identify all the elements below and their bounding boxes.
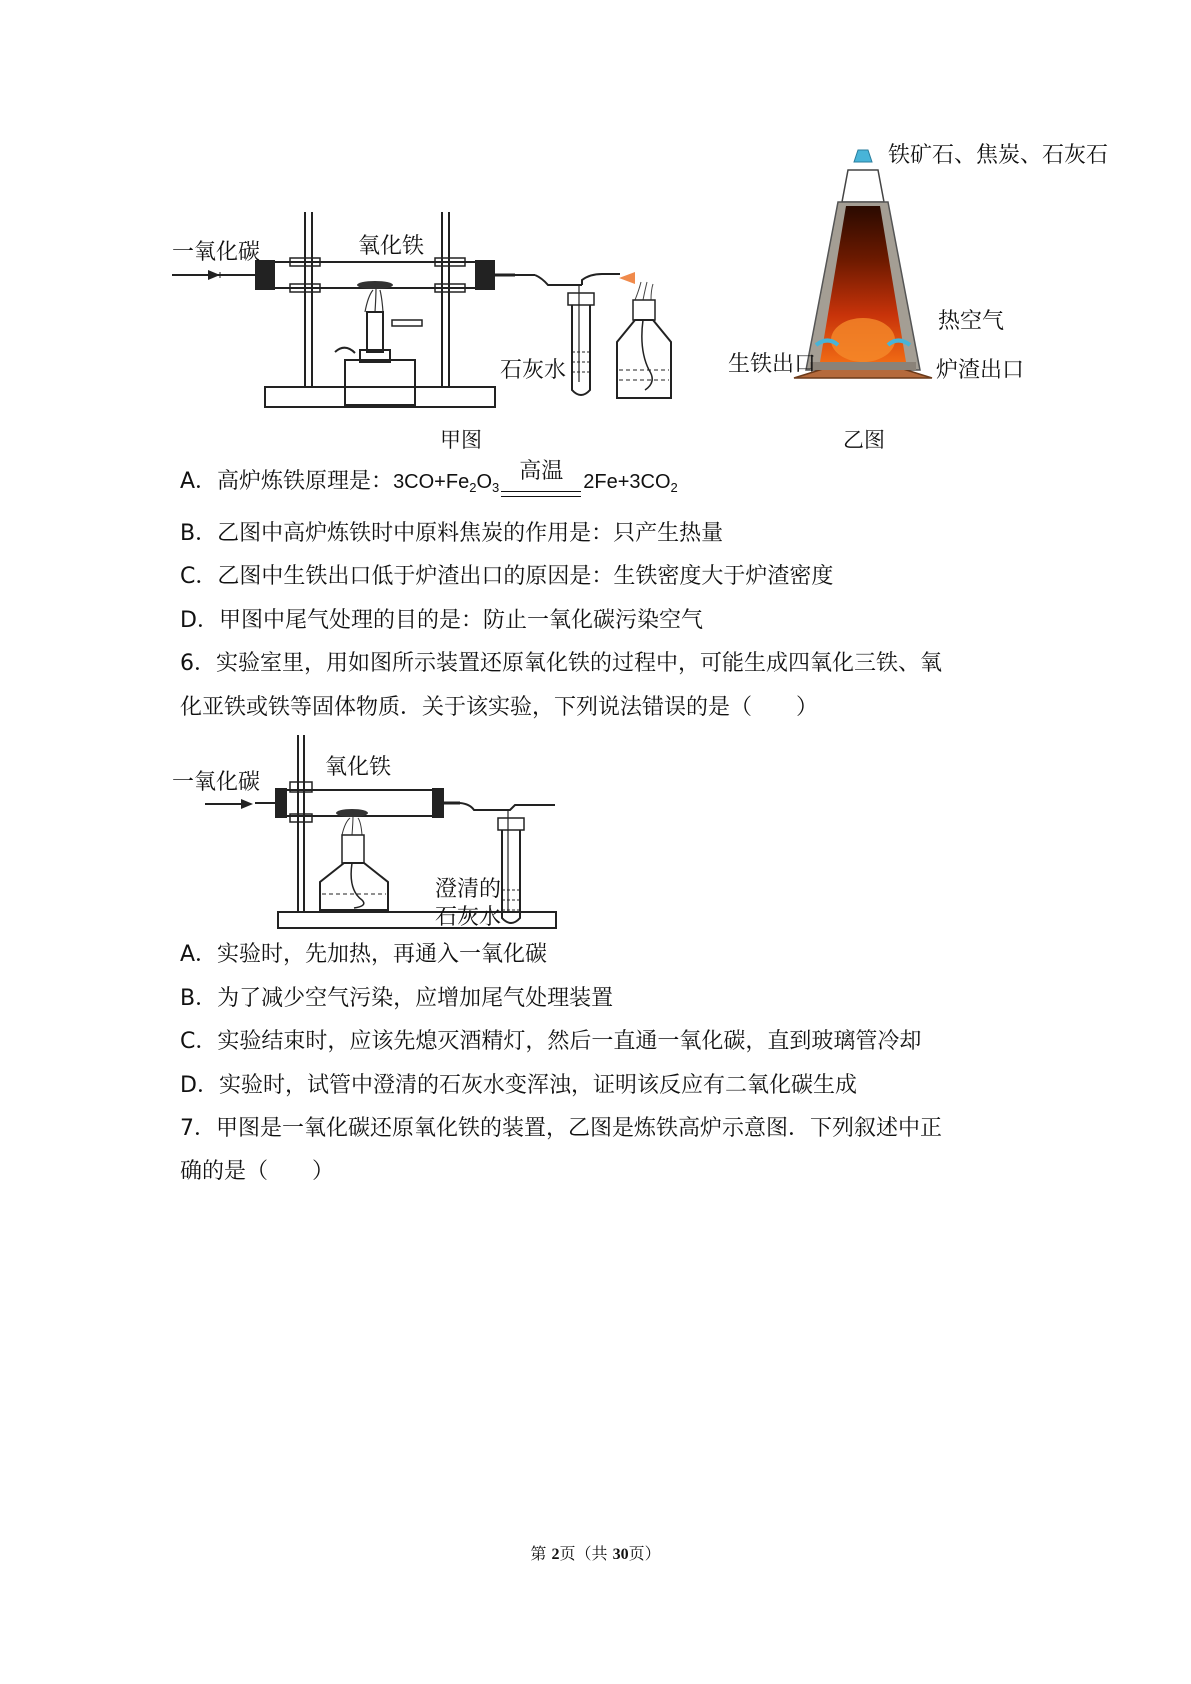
yi-slag-outlet-label: 炉渣出口 <box>936 358 1025 383</box>
q6-option-d: D．实验时，试管中澄清的石灰水变浑浊，证明该反应有二氧化碳生成 <box>180 1073 857 1098</box>
q5-option-d: D．甲图中尾气处理的目的是：防止一氧化碳污染空气 <box>180 608 703 633</box>
reaction-condition-arrow: 高温 <box>501 473 581 503</box>
figure-jia-apparatus <box>170 200 620 420</box>
q5-option-a: A．高炉炼铁原理是：$3CO+Fe_2O_3$ 高温 $2Fe+3CO_2$ <box>180 467 678 503</box>
page-footer: 第 2页（共 30页） <box>530 1544 661 1563</box>
q6-co-label: 一氧化碳 <box>172 770 261 795</box>
q6-fe2o3-label: 氧化铁 <box>325 755 392 780</box>
yi-input-label: 铁矿石、焦炭、石灰石 <box>888 143 1109 168</box>
q5-option-c: C．乙图中生铁出口低于炉渣出口的原因是：生铁密度大于炉渣密度 <box>180 564 834 589</box>
jia-co-label: 一氧化碳 <box>172 240 261 265</box>
q6-limewater-label-1: 澄清的 <box>435 877 502 902</box>
tail-gas-alcohol-lamp <box>605 270 685 410</box>
equation-products: $2Fe+3CO_2$ <box>583 471 678 495</box>
q6-option-c: C．实验结束时，应该先熄灭酒精灯，然后一直通一氧化碳，直到玻璃管冷却 <box>180 1029 922 1054</box>
yi-caption: 乙图 <box>843 428 885 452</box>
yi-iron-outlet-label: 生铁出口 <box>728 352 817 377</box>
q7-stem-line1: 7．甲图是一氧化碳还原氧化铁的装置，乙图是炼铁高炉示意图．下列叙述中正 <box>180 1116 942 1141</box>
q6-stem-line1: 6．实验室里，用如图所示装置还原氧化铁的过程中，可能生成四氧化三铁、氧 <box>180 651 942 676</box>
page-total: 30 <box>612 1546 629 1563</box>
equation-reactants: $3CO+Fe_2O_3$ <box>393 471 500 495</box>
q7-stem-line2: 确的是（ ） <box>180 1159 335 1184</box>
jia-caption: 甲图 <box>440 428 482 452</box>
q5-option-b: B．乙图中高炉炼铁时中原料焦炭的作用是：只产生热量 <box>180 521 724 546</box>
q6-option-a: A．实验时，先加热，再通入一氧化碳 <box>180 942 548 967</box>
page-number: 2 <box>551 1546 560 1563</box>
q6-limewater-label-2: 石灰水 <box>435 905 502 930</box>
yi-hot-air-label: 热空气 <box>938 309 1005 334</box>
q6-option-b: B．为了减少空气污染，应增加尾气处理装置 <box>180 986 614 1011</box>
q6-co-inlet-arrow <box>205 797 255 811</box>
jia-limewater-label: 石灰水 <box>500 358 567 383</box>
jia-fe2o3-label: 氧化铁 <box>358 234 425 259</box>
co-inlet-arrow <box>172 268 222 282</box>
q6-stem-line2: 化亚铁或铁等固体物质．关于该实验，下列说法错误的是（ ） <box>180 695 819 720</box>
